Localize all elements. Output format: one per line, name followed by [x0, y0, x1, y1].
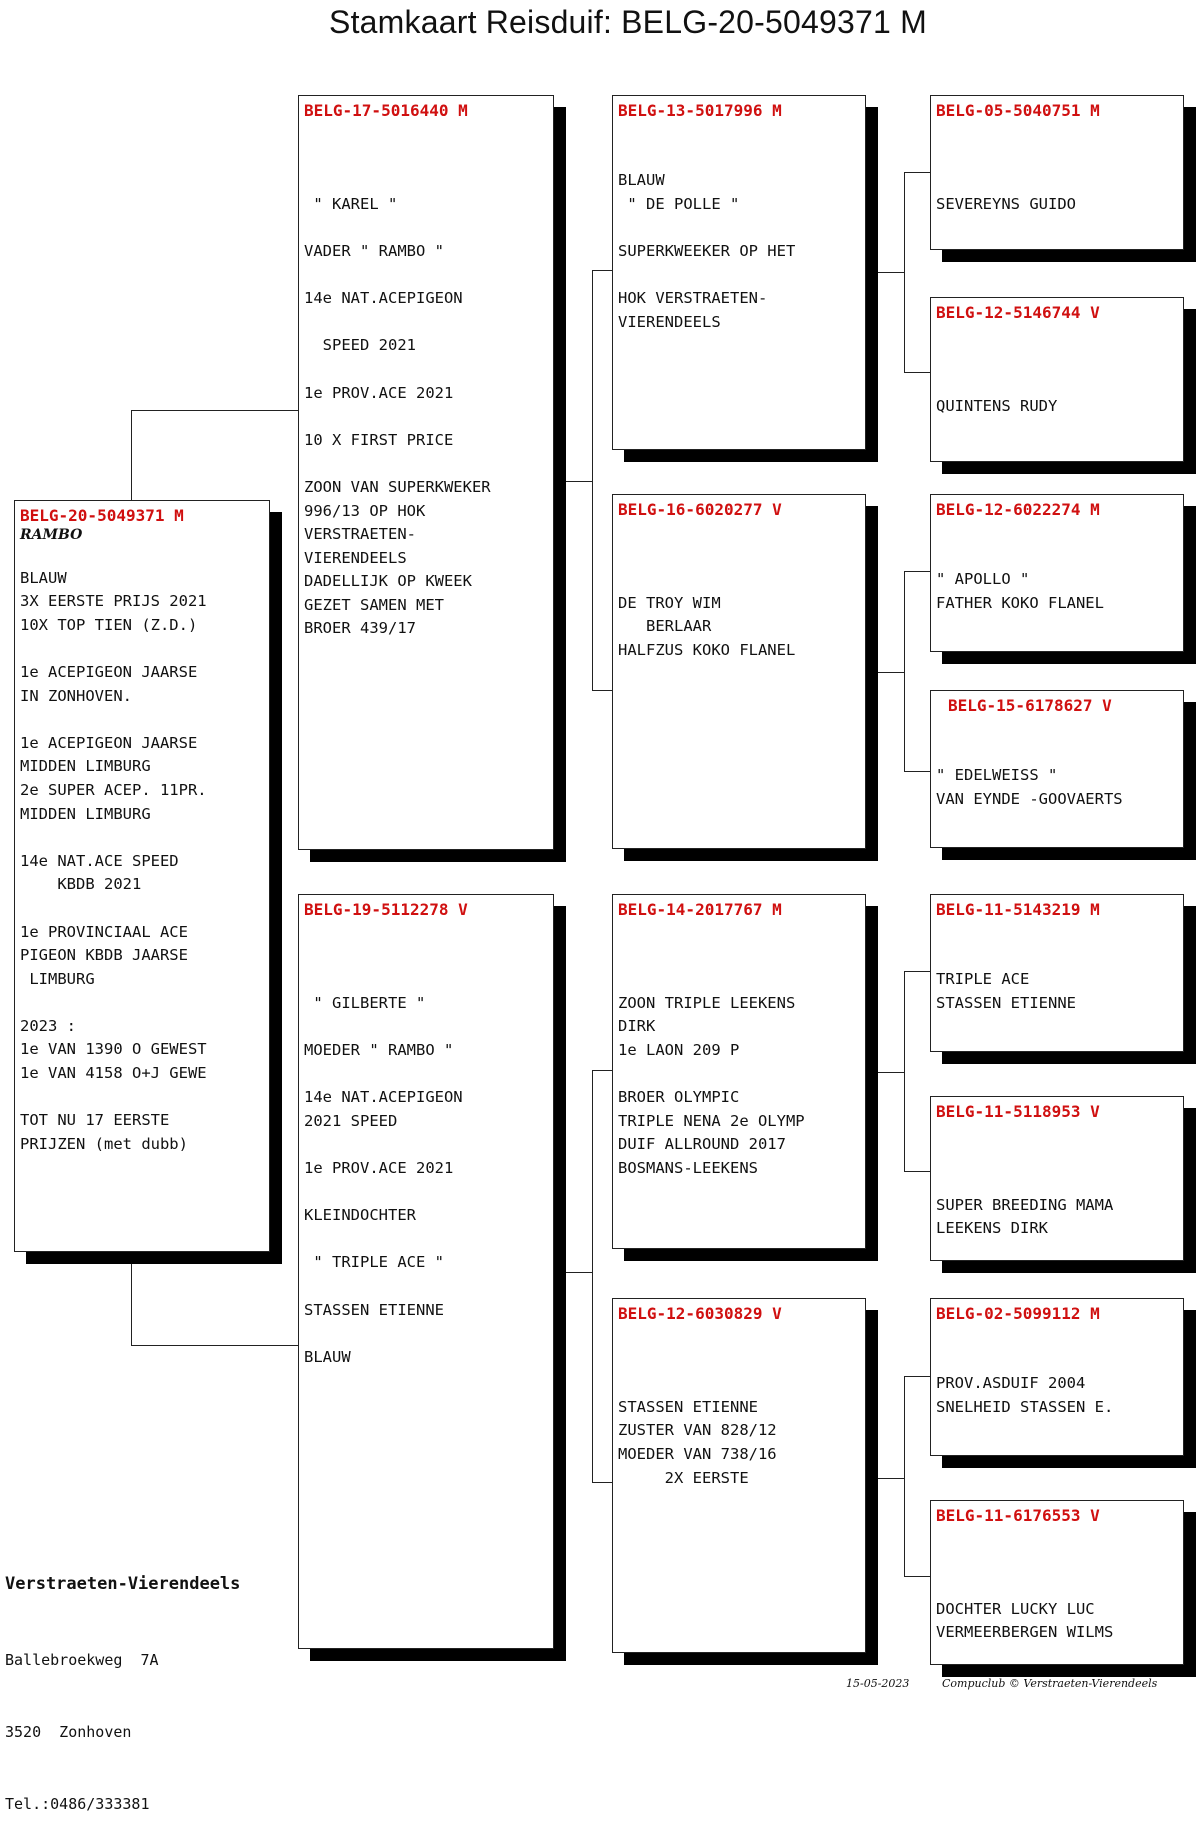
- ring-number: BELG-11-5118953 V: [936, 1102, 1100, 1121]
- note-line: 14e NAT.ACEPIGEON: [304, 289, 463, 308]
- note-line: [304, 169, 548, 193]
- connector: [904, 1171, 930, 1172]
- ring-number: BELG-19-5112278 V: [304, 900, 468, 919]
- note-line: 2e SUPER ACEP. 11PR.: [20, 780, 207, 799]
- note-line: SNELHEID STASSEN E.: [936, 1397, 1114, 1416]
- note-line: BLAUW: [20, 568, 67, 587]
- pigeon-notes: [936, 921, 1178, 1015]
- note-line: VAN EYNDE -GOOVAERTS: [936, 789, 1123, 808]
- pigeon-notes: [936, 324, 1178, 418]
- note-line: [936, 717, 1178, 741]
- note-line: 1e LAON 209 P: [618, 1040, 740, 1059]
- note-line: VERSTRAETEN-: [304, 525, 416, 544]
- ring-number: BELG-11-6176553 V: [936, 1506, 1100, 1525]
- note-line: VIERENDEELS: [304, 548, 407, 567]
- note-line: [304, 945, 548, 969]
- ring-number: BELG-20-5049371 M: [20, 506, 184, 525]
- note-line: [304, 1063, 548, 1087]
- note-line: IN ZONHOVEN.: [20, 686, 132, 705]
- connector: [592, 1482, 612, 1483]
- page-title: Stamkaart Reisduif: BELG-20-5049371 M: [329, 4, 927, 40]
- ring-number: BELG-02-5099112 M: [936, 1304, 1100, 1323]
- connector: [878, 1478, 904, 1479]
- connector: [904, 172, 930, 173]
- connector: [592, 1070, 612, 1071]
- note-line: KBDB 2021: [20, 875, 142, 894]
- note-line: ZOON VAN SUPERKWEKER: [304, 477, 491, 496]
- owner-street: Ballebroekweg 7A: [5, 1651, 159, 1669]
- note-line: [618, 122, 860, 146]
- note-line: [936, 1349, 1178, 1373]
- pigeon-notes: [936, 717, 1178, 811]
- note-line: FATHER KOKO FLANEL: [936, 593, 1104, 612]
- note-line: [618, 1372, 860, 1396]
- note-line: [304, 1181, 548, 1205]
- note-line: SEVEREYNS GUIDO: [936, 194, 1076, 213]
- connector: [904, 971, 905, 1171]
- note-line: [618, 568, 860, 592]
- note-line: [618, 1325, 860, 1349]
- great-grandparent-card-2: [930, 297, 1184, 462]
- owner-name: Verstraeten-Vierendeels: [5, 1574, 241, 1594]
- note-line: [618, 146, 860, 170]
- note-line: [20, 897, 264, 921]
- note-line: STASSEN ETIENNE: [936, 993, 1076, 1012]
- note-line: [936, 521, 1178, 545]
- note-line: BLAUW: [618, 171, 665, 190]
- connector: [592, 270, 612, 271]
- note-line: [20, 637, 264, 661]
- note-line: 10X TOP TIEN (Z.D.): [20, 615, 198, 634]
- connector: [592, 690, 612, 691]
- note-line: [20, 826, 264, 850]
- pigeon-notes: [20, 543, 264, 1156]
- ring-number: BELG-14-2017767 M: [618, 900, 782, 919]
- connector: [904, 1576, 930, 1577]
- note-line: [618, 216, 860, 240]
- mother-card: [298, 894, 554, 1649]
- connector: [878, 272, 904, 273]
- note-line: VERMEERBERGEN WILMS: [936, 1623, 1114, 1642]
- ring-number: BELG-12-6022274 M: [936, 500, 1100, 519]
- note-line: [304, 1228, 548, 1252]
- connector: [592, 270, 593, 690]
- owner-city: 3520 Zonhoven: [5, 1723, 132, 1741]
- note-line: [304, 1015, 548, 1039]
- note-line: DOCHTER LUCKY LUC: [936, 1599, 1095, 1618]
- owner-info: [5, 1524, 240, 1840]
- note-line: BERLAAR: [618, 617, 712, 636]
- great-grandparent-card-1: [930, 95, 1184, 250]
- note-line: MOEDER VAN 738/16: [618, 1444, 777, 1463]
- note-line: VADER " RAMBO ": [304, 241, 444, 260]
- note-line: 2021 SPEED: [304, 1111, 398, 1130]
- connector: [878, 672, 904, 673]
- note-line: SPEED 2021: [304, 336, 416, 355]
- owner-phone: Tel.:0486/333381: [5, 1795, 150, 1813]
- note-line: [618, 1349, 860, 1373]
- note-line: SUPER BREEDING MAMA: [936, 1195, 1114, 1214]
- note-line: [304, 968, 548, 992]
- note-line: [20, 1086, 264, 1110]
- note-line: TOT NU 17 EERSTE: [20, 1111, 170, 1130]
- connector: [904, 1376, 905, 1576]
- note-line: [20, 543, 264, 567]
- pigeon-notes: [618, 122, 860, 334]
- note-line: [20, 708, 264, 732]
- note-line: HALFZUS KOKO FLANEL: [618, 640, 796, 659]
- note-line: HOK VERSTRAETEN-: [618, 289, 768, 308]
- note-line: [936, 1123, 1178, 1147]
- connector: [131, 410, 132, 500]
- note-line: DUIF ALLROUND 2017: [618, 1135, 786, 1154]
- pigeon-name: RAMBO: [20, 527, 83, 543]
- great-grandparent-card-7: [930, 1298, 1184, 1456]
- note-line: [618, 521, 860, 545]
- note-line: [936, 324, 1178, 348]
- pigeon-notes: [618, 521, 860, 663]
- note-line: [936, 169, 1178, 193]
- great-grandparent-card-4: [930, 690, 1184, 848]
- note-line: TRIPLE NENA 2e OLYMP: [618, 1111, 805, 1130]
- note-line: 14e NAT.ACEPIGEON: [304, 1088, 463, 1107]
- connector: [904, 372, 930, 373]
- note-line: [20, 991, 264, 1015]
- note-line: DE TROY WIM: [618, 593, 721, 612]
- father-card: [298, 95, 554, 850]
- note-line: LIMBURG: [20, 969, 95, 988]
- note-line: " KAREL ": [304, 194, 398, 213]
- note-line: BLAUW: [304, 1347, 351, 1366]
- note-line: [936, 371, 1178, 395]
- note-line: LEEKENS DIRK: [936, 1219, 1048, 1238]
- connector: [592, 1070, 593, 1482]
- note-line: [618, 921, 860, 945]
- great-grandparent-card-3: [930, 494, 1184, 652]
- note-line: [936, 348, 1178, 372]
- note-line: ZOON TRIPLE LEEKENS: [618, 993, 796, 1012]
- ring-number: BELG-16-6020277 V: [618, 500, 782, 519]
- note-line: [618, 545, 860, 569]
- note-line: [618, 945, 860, 969]
- pigeon-notes: [618, 1325, 860, 1490]
- ring-number: BELG-05-5040751 M: [936, 101, 1100, 120]
- note-line: BOSMANS-LEEKENS: [618, 1158, 758, 1177]
- note-line: [936, 1551, 1178, 1575]
- note-line: PIGEON KBDB JAARSE: [20, 946, 188, 965]
- note-line: [304, 1133, 548, 1157]
- ring-number: BELG-17-5016440 M: [304, 101, 468, 120]
- note-line: 1e ACEPIGEON JAARSE: [20, 733, 198, 752]
- note-line: 1e ACEPIGEON JAARSE: [20, 662, 198, 681]
- note-line: [936, 545, 1178, 569]
- note-line: 1e PROV.ACE 2021: [304, 383, 454, 402]
- connector: [878, 1072, 904, 1073]
- great-grandparent-card-6: [930, 1096, 1184, 1261]
- note-line: [304, 216, 548, 240]
- ring-number: BELG-15-6178627 V: [948, 696, 1112, 715]
- note-line: BROER OLYMPIC: [618, 1088, 740, 1107]
- grandmother-maternal-card: [612, 1298, 866, 1653]
- note-line: MIDDEN LIMBURG: [20, 804, 151, 823]
- connector: [904, 571, 930, 572]
- note-line: [304, 921, 548, 945]
- note-line: [936, 1527, 1178, 1551]
- pigeon-notes: [936, 122, 1178, 216]
- connector: [904, 771, 930, 772]
- note-line: [304, 146, 548, 170]
- pigeon-notes: [304, 122, 548, 641]
- note-line: DADELLIJK OP KWEEK: [304, 572, 472, 591]
- note-line: STASSEN ETIENNE: [304, 1300, 444, 1319]
- note-line: [936, 921, 1178, 945]
- note-line: [936, 146, 1178, 170]
- connector: [904, 571, 905, 771]
- note-line: " EDELWEISS ": [936, 766, 1058, 785]
- note-line: 1e VAN 1390 O GEWEST: [20, 1040, 207, 1059]
- note-line: KLEINDOCHTER: [304, 1206, 416, 1225]
- note-line: [936, 1325, 1178, 1349]
- ring-number: BELG-12-5146744 V: [936, 303, 1100, 322]
- note-line: [936, 945, 1178, 969]
- note-line: SUPERKWEEKER OP HET: [618, 241, 796, 260]
- note-line: [304, 405, 548, 429]
- note-line: [618, 968, 860, 992]
- connector: [904, 1376, 930, 1377]
- main-pigeon-card: [14, 500, 270, 1252]
- note-line: [304, 1275, 548, 1299]
- connector: [566, 481, 592, 482]
- connector: [131, 1264, 132, 1345]
- note-line: [936, 1147, 1178, 1171]
- note-line: [304, 452, 548, 476]
- ring-number: BELG-12-6030829 V: [618, 1304, 782, 1323]
- note-line: DIRK: [618, 1017, 656, 1036]
- print-date: 15-05-2023: [846, 1677, 910, 1690]
- pigeon-notes: [936, 1325, 1178, 1419]
- note-line: PRIJZEN (met dubb): [20, 1134, 188, 1153]
- note-line: ZUSTER VAN 828/12: [618, 1421, 777, 1440]
- great-grandparent-card-5: [930, 894, 1184, 1052]
- note-line: " APOLLO ": [936, 570, 1030, 589]
- note-line: " GILBERTE ": [304, 993, 426, 1012]
- note-line: 2X EERSTE: [618, 1468, 749, 1487]
- note-line: 10 X FIRST PRICE: [304, 430, 454, 449]
- note-line: [304, 311, 548, 335]
- note-line: STASSEN ETIENNE: [618, 1397, 758, 1416]
- note-line: 3X EERSTE PRIJS 2021: [20, 592, 207, 611]
- note-line: [304, 264, 548, 288]
- note-line: [304, 122, 548, 146]
- note-line: VIERENDEELS: [618, 312, 721, 331]
- note-line: " DE POLLE ": [618, 194, 740, 213]
- note-line: TRIPLE ACE: [936, 970, 1030, 989]
- note-line: QUINTENS RUDY: [936, 396, 1058, 415]
- credit-line: Compuclub © Verstraeten-Vierendeels: [942, 1677, 1158, 1690]
- note-line: MIDDEN LIMBURG: [20, 757, 151, 776]
- pigeon-notes: [304, 921, 548, 1369]
- note-line: 996/13 OP HOK: [304, 501, 426, 520]
- connector: [904, 172, 905, 372]
- grandfather-maternal-card: [612, 894, 866, 1249]
- note-line: [618, 1063, 860, 1087]
- ring-number: BELG-11-5143219 M: [936, 900, 1100, 919]
- note-line: 1e VAN 4158 O+J GEWE: [20, 1064, 207, 1083]
- note-line: " TRIPLE ACE ": [304, 1253, 444, 1272]
- connector: [904, 971, 930, 972]
- connector: [131, 410, 298, 411]
- grandfather-paternal-card: [612, 95, 866, 450]
- note-line: [618, 264, 860, 288]
- note-line: [936, 122, 1178, 146]
- pigeon-notes: [936, 1527, 1178, 1645]
- note-line: 1e PROVINCIAAL ACE: [20, 922, 188, 941]
- pigeon-notes: [936, 1123, 1178, 1241]
- note-line: [936, 1574, 1178, 1598]
- note-line: GEZET SAMEN MET: [304, 595, 444, 614]
- note-line: 14e NAT.ACE SPEED: [20, 851, 179, 870]
- note-line: [304, 358, 548, 382]
- connector: [131, 1345, 298, 1346]
- note-line: PROV.ASDUIF 2004: [936, 1374, 1086, 1393]
- note-line: BROER 439/17: [304, 619, 416, 638]
- note-line: [304, 1322, 548, 1346]
- note-line: [936, 1170, 1178, 1194]
- pigeon-notes: [936, 521, 1178, 615]
- ring-number: BELG-13-5017996 M: [618, 101, 782, 120]
- note-line: [936, 741, 1178, 765]
- great-grandparent-card-8: [930, 1500, 1184, 1665]
- connector: [566, 1272, 592, 1273]
- note-line: MOEDER " RAMBO ": [304, 1040, 454, 1059]
- pigeon-notes: [618, 921, 860, 1181]
- note-line: 2023 :: [20, 1016, 76, 1035]
- note-line: 1e PROV.ACE 2021: [304, 1158, 454, 1177]
- grandmother-paternal-card: [612, 494, 866, 849]
